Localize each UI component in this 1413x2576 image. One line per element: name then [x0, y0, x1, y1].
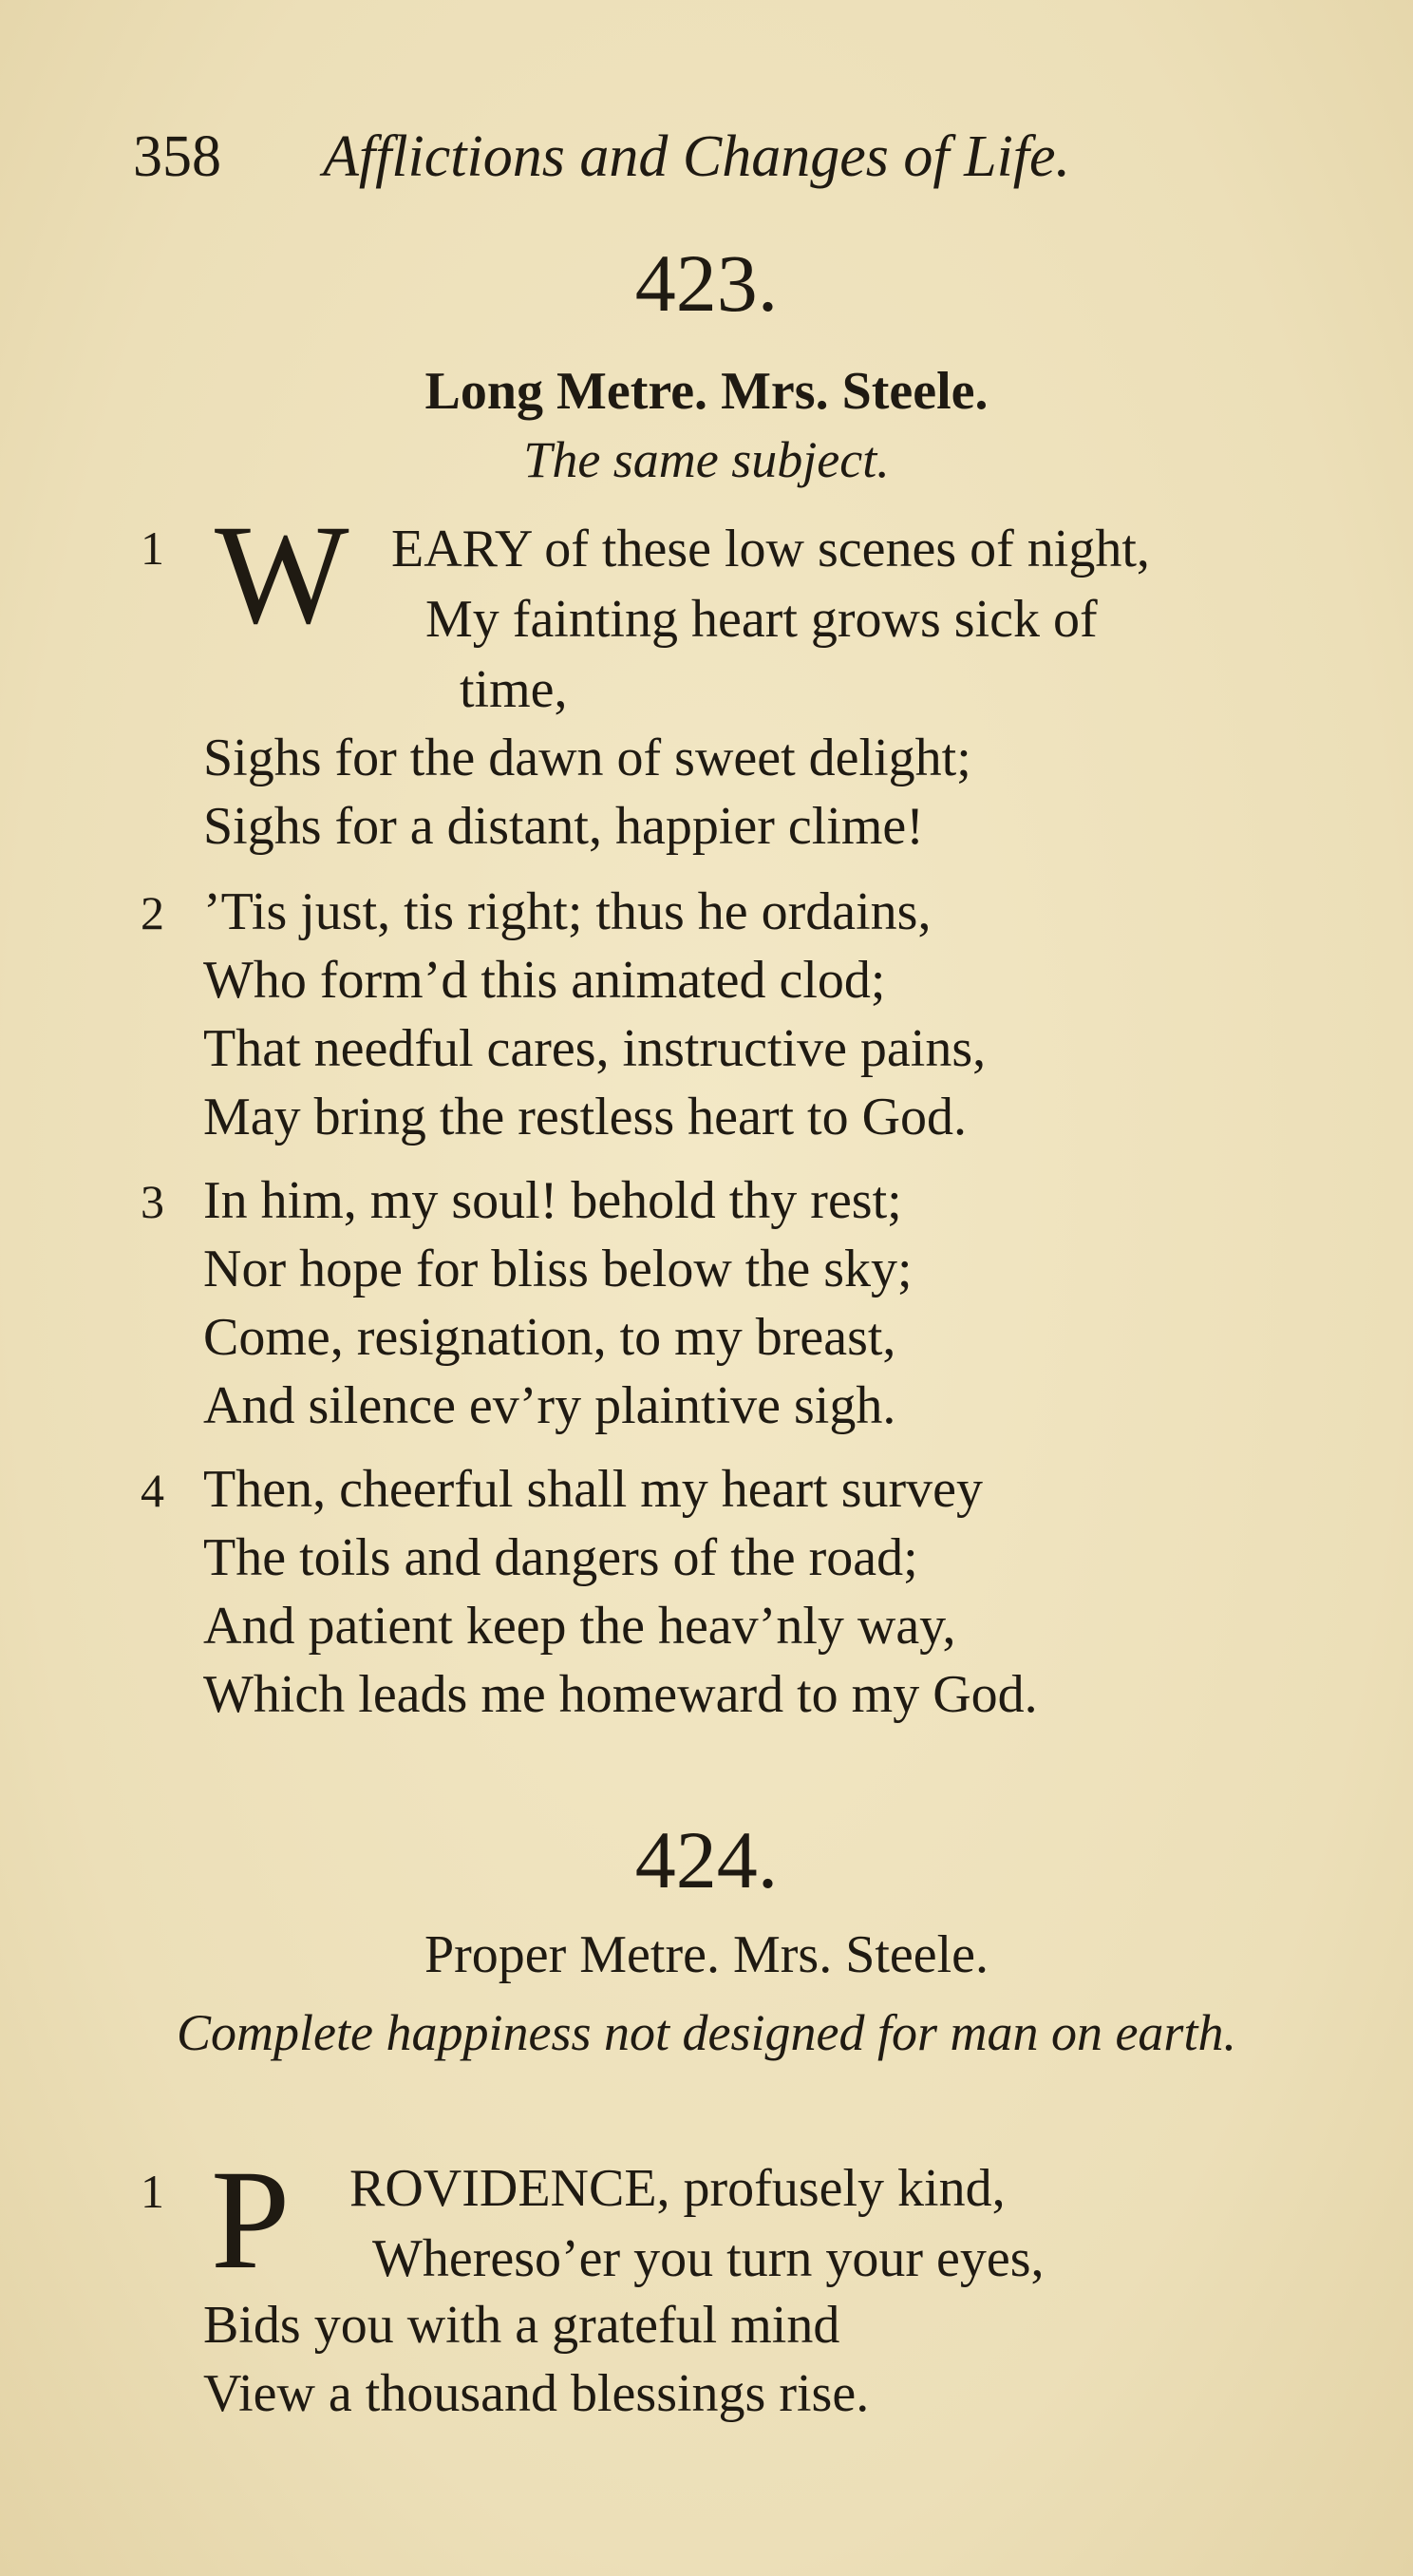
- hymn-metre-author: [0, 361, 1413, 422]
- verse-line: time,: [460, 660, 568, 719]
- verse-line: Bids you with a grateful mind: [203, 2296, 840, 2355]
- verse-line: Which leads me homeward to my God.: [203, 1665, 1038, 1724]
- verse-number: 4: [141, 1464, 164, 1517]
- verse-line: The toils and dangers of the road;: [203, 1528, 918, 1587]
- page-header: [133, 123, 1070, 191]
- hymn-metre: Long Metre.: [424, 362, 708, 421]
- verse-line: Nor hope for bliss below the sky;: [203, 1240, 913, 1298]
- hymn-number: 423.: [634, 237, 779, 329]
- verse-line: Then, cheerful shall my heart survey: [203, 1460, 984, 1519]
- verse-line: Sighs for a distant, happier clime!: [203, 797, 924, 856]
- verse-line: That needful cares, instructive pains,: [203, 1019, 987, 1078]
- verse-line: Who form’d this animated clod;: [203, 951, 886, 1010]
- verse-line: Whereso’er you turn your eyes,: [372, 2229, 1045, 2288]
- verse-number: 2: [141, 886, 164, 939]
- verse-number: 1: [141, 2165, 164, 2218]
- verse-line: ROVIDENCE, profusely kind,: [349, 2159, 1006, 2218]
- drop-cap: W: [215, 496, 349, 653]
- hymn-metre-author: [0, 1924, 1413, 1985]
- verse-line: Come, resignation, to my breast,: [203, 1308, 896, 1367]
- verse-line: In him, my soul! behold thy rest;: [203, 1171, 902, 1230]
- hymn-author: Mrs. Steele.: [721, 362, 989, 421]
- verse-number: 3: [141, 1175, 164, 1228]
- running-title: Afflictions and Changes of Life.: [323, 124, 1071, 189]
- verse-line: My fainting heart grows sick of: [425, 590, 1098, 649]
- hymn-subject: The same subject.: [523, 431, 890, 488]
- verse-line: And silence ev’ry plaintive sigh.: [203, 1376, 896, 1435]
- verse-number: 1: [141, 521, 164, 575]
- verse-line: View a thousand blessings rise.: [203, 2364, 870, 2423]
- page-number: 358: [133, 124, 221, 189]
- verse-line: EARY of these low scenes of night,: [391, 520, 1150, 578]
- hymn-subject: Complete happiness not designed for man on earth.: [177, 2004, 1236, 2061]
- verse-line: And patient keep the heav’nly way,: [203, 1597, 956, 1656]
- verse-line: May bring the restless heart to God.: [203, 1088, 968, 1146]
- hymn-number: 424.: [634, 1814, 779, 1905]
- hymn-metre: Proper Metre.: [424, 1925, 720, 1984]
- hymn-author: Mrs. Steele.: [732, 1925, 989, 1984]
- verse-line: Sighs for the dawn of sweet delight;: [203, 729, 971, 787]
- verse-line: ’Tis just, tis right; thus he ordains,: [203, 882, 932, 941]
- drop-cap: P: [211, 2141, 291, 2299]
